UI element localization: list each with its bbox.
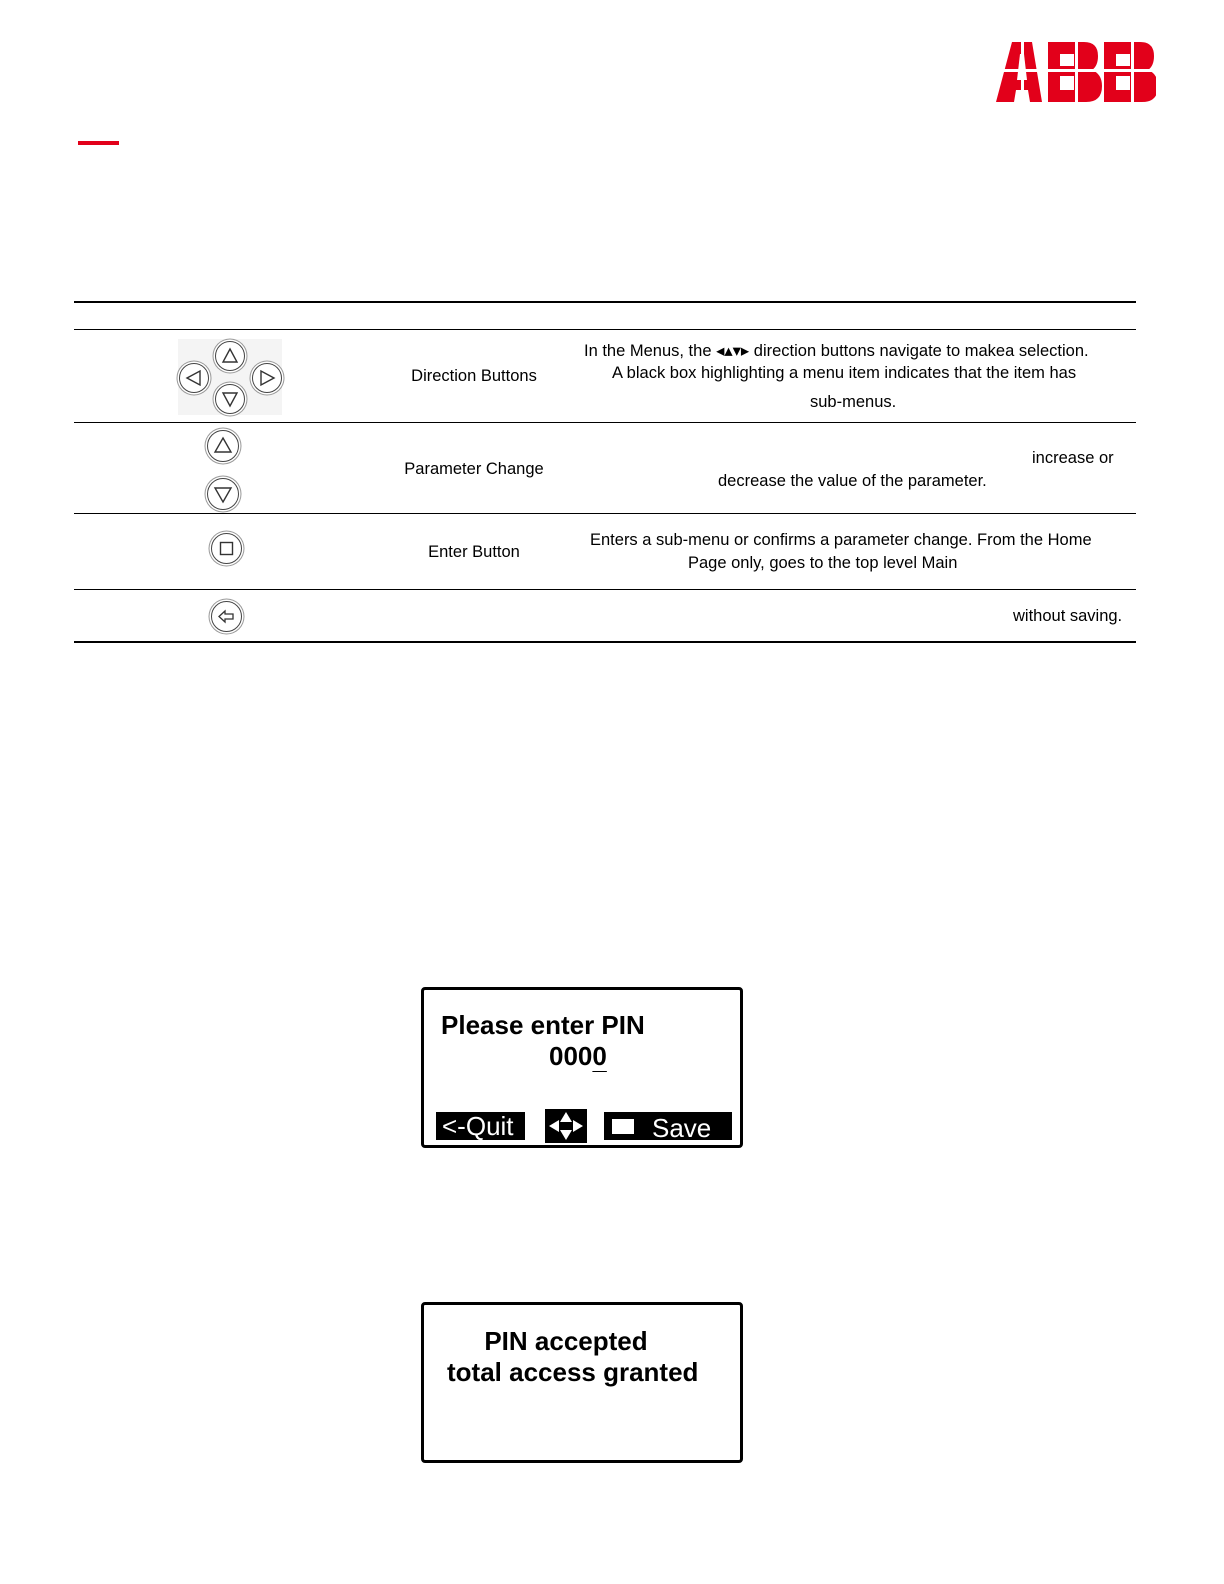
- back-icon: [211, 601, 242, 632]
- accepted-line-2: total access granted: [447, 1357, 699, 1387]
- quit-softkey[interactable]: <-Quit: [436, 1112, 525, 1140]
- right-arrow-icon: [252, 363, 282, 393]
- description-line: sub-menus.: [810, 393, 897, 411]
- direction-arrows-icon: [545, 1109, 587, 1143]
- accepted-line-1: PIN accepted: [484, 1326, 648, 1356]
- description-line: increase or: [1032, 449, 1114, 467]
- enter-key-icon: [612, 1119, 634, 1134]
- left-arrow-icon: [179, 363, 209, 393]
- button-name: Parameter Change: [404, 460, 544, 478]
- up-arrow-icon: [207, 430, 239, 462]
- table-top-rule: [74, 301, 1136, 303]
- down-arrow-icon: [215, 384, 245, 414]
- pin-prompt: Please enter PIN: [441, 1010, 645, 1040]
- description-line: without saving.: [1013, 607, 1123, 625]
- save-label: Save: [652, 1113, 712, 1143]
- accent-rule: [78, 141, 119, 145]
- table-row: [74, 514, 1136, 589]
- down-arrow-icon: [207, 478, 239, 510]
- table-row: [74, 330, 1136, 422]
- description-line: Page only, goes to the top level Main: [688, 554, 958, 572]
- description-line: In the Menus, the ◂▴▾▸ direction buttons navigate to makea selection.: [584, 342, 1089, 360]
- enter-icon: [211, 533, 242, 564]
- pin-value: 0000: [549, 1041, 607, 1071]
- table-row: [74, 590, 1136, 641]
- description-line: Enters a sub-menu or confirms a parameter change. From the Home: [590, 531, 1092, 549]
- navigate-softkey[interactable]: [545, 1109, 587, 1143]
- button-name: Enter Button: [428, 543, 520, 561]
- description-line: A black box highlighting a menu item indicates that the item has: [612, 364, 1077, 382]
- table-bottom-rule: [74, 641, 1136, 643]
- direction-pad-icon: [178, 339, 282, 415]
- description-line: decrease the value of the parameter.: [718, 472, 987, 490]
- save-softkey[interactable]: [604, 1112, 732, 1143]
- lcd-pin-accepted-screen: [421, 1302, 743, 1463]
- button-name: Direction Buttons: [411, 367, 537, 385]
- lcd-pin-entry-screen: [421, 987, 743, 1148]
- up-arrow-icon: [215, 341, 245, 371]
- table-row: [74, 423, 1136, 513]
- abb-logo: [996, 40, 1156, 104]
